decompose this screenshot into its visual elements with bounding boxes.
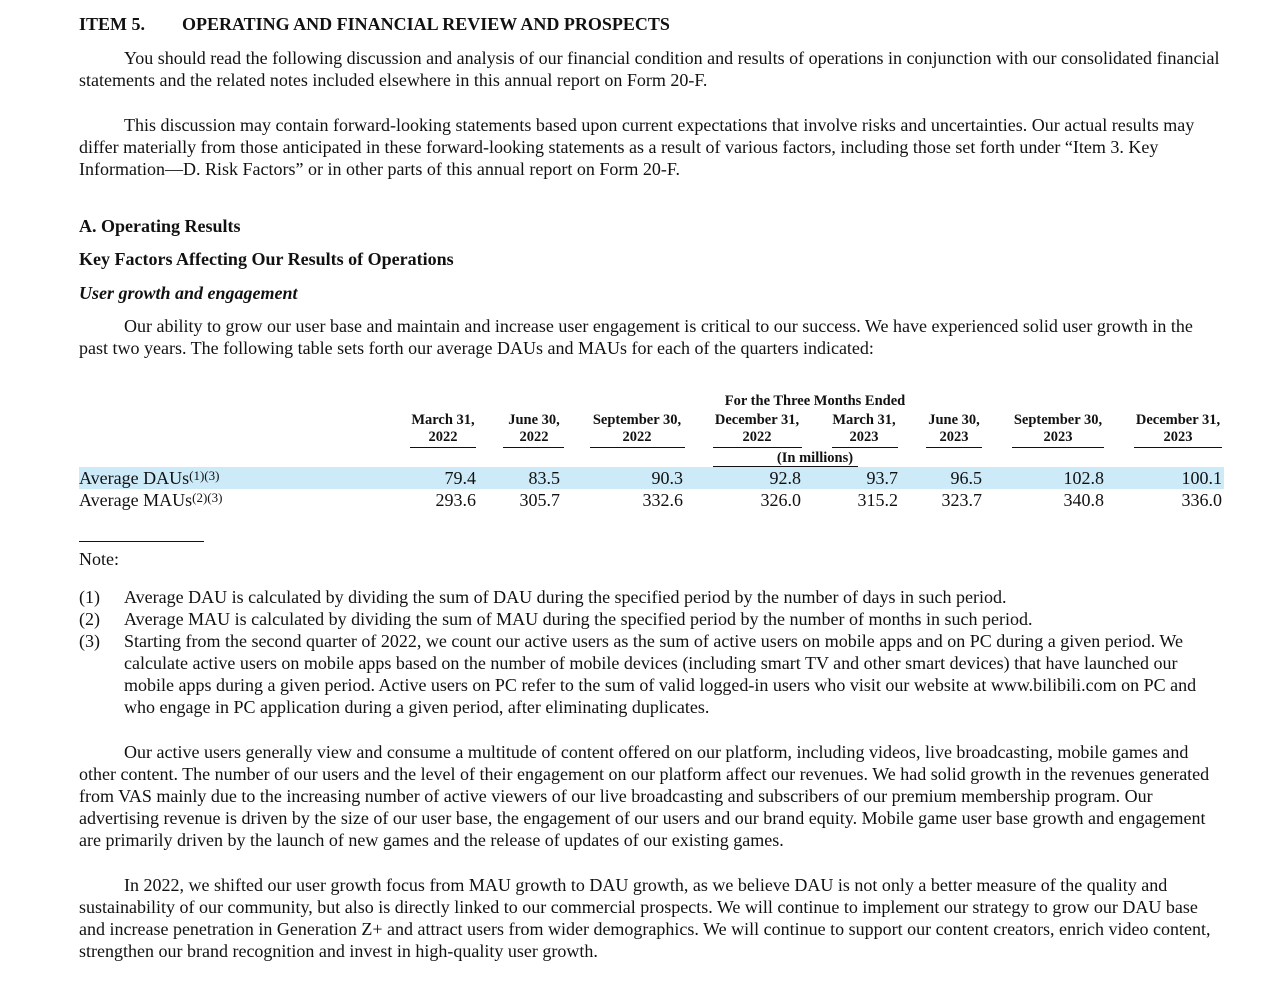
column-header: March 31, 2022 xyxy=(411,412,475,445)
note-text: Starting from the second quarter of 2022, we count our active users as the sum of active users on mobile apps and on PC during a given period. We calculate active users on mobile apps based on the number of mobile devices (including smart TV and other smart devices) that have launched our mobile apps during a given period. Active users on PC refer to the sum of valid logged-in users who visit our website at www.bilibili.com on PC and who engage in PC application during a given period, after eliminating duplicates. xyxy=(124,631,1197,717)
table-cell: 92.8 xyxy=(769,468,801,488)
row-label-dau: Average DAUs$^{(1)(3)}$ xyxy=(79,468,220,488)
table-unit-label: (In millions) xyxy=(776,450,854,466)
body-paragraph: In 2022, we shifted our user growth focus from MAU growth to DAU growth, as we believe DAU is not only a better measure of the quality and sustainability of our community, but also is directly linked to our commercial prospects. We will continue to implement our strategy to grow our DAU base and increase penetration in Generation Z+ and attract users from wider demographics. We will continue to support our content creators, enrich video content, strengthen our brand recognition and invest in high-quality user growth. xyxy=(79,875,1211,961)
subsection-heading: Key Factors Affecting Our Results of Operations xyxy=(79,249,454,269)
column-header: September 30, 2022 xyxy=(592,412,682,445)
header-underline xyxy=(410,447,476,448)
table-cell: 323.7 xyxy=(941,490,982,510)
item-number: ITEM 5. xyxy=(79,14,146,34)
header-underline xyxy=(1012,447,1104,448)
item-title: OPERATING AND FINANCIAL REVIEW AND PROSPECTS xyxy=(182,14,670,34)
note-divider xyxy=(79,541,204,542)
header-underline xyxy=(713,447,802,448)
table-cell: 326.0 xyxy=(760,490,801,510)
table-cell: 83.5 xyxy=(528,468,560,488)
intro-paragraph: This discussion may contain forward-looking statements based upon current expectations that involve risks and uncertainties. Our actual results may differ materially from those anticipated in these forward-looking statements as a result of various factors, including those set forth under “Item 3. Key Information—D. Risk Factors” or in other parts of this annual report on Form 20-F. xyxy=(79,115,1195,179)
table-cell: 79.4 xyxy=(444,468,476,488)
header-underline xyxy=(590,447,685,448)
note-number: (3) xyxy=(79,631,100,651)
intro-paragraph: You should read the following discussion and analysis of our financial condition and results of operations in conjunction with our consolidated financial statements and the related notes included elsewhere in this annual report on Form 20-F. xyxy=(79,48,1220,90)
column-header: September 30, 2023 xyxy=(1013,412,1103,445)
header-underline xyxy=(926,447,982,448)
note-label: Note: xyxy=(79,549,119,569)
item-heading xyxy=(79,13,1224,35)
header-underline xyxy=(1134,447,1222,448)
table-cell: 336.0 xyxy=(1181,490,1222,510)
section-heading: A. Operating Results xyxy=(79,216,241,236)
table-cell: 293.6 xyxy=(435,490,476,510)
column-header: December 31, 2022 xyxy=(714,412,800,445)
row-label-mau: Average MAUs$^{(2)(3)}$ xyxy=(79,490,223,510)
note-number: (1) xyxy=(79,587,100,607)
note-text: Average DAU is calculated by dividing the sum of DAU during the specified period by the number of days in such period. xyxy=(124,587,1007,607)
note-text: Average MAU is calculated by dividing the sum of MAU during the specified period by the number of months in such period. xyxy=(124,609,1033,629)
column-header: June 30, 2022 xyxy=(508,412,560,445)
table-cell: 93.7 xyxy=(866,468,898,488)
table-cell: 90.3 xyxy=(651,468,683,488)
note-number: (2) xyxy=(79,609,100,629)
body-paragraph: Our active users generally view and consume a multitude of content offered on our platform, including videos, live broadcasting, mobile games and other content. The number of our users and the level of their engagement on our platform affect our revenues. We had solid growth in the revenues generated from VAS mainly due to the increasing number of active viewers of our live broadcasting and subscribers of our premium membership program. Our advertising revenue is driven by the size of our user base, the engagement of our users and our brand equity. Mobile game user base growth and engagement are primarily driven by the launch of new games and the release of updates of our existing games. xyxy=(79,742,1210,850)
table-group-header: For the Three Months Ended xyxy=(724,393,906,409)
column-header: June 30, 2023 xyxy=(928,412,980,445)
lead-paragraph: Our ability to grow our user base and maintain and increase user engagement is critical to our success. We have experienced solid user growth in the past two years. The following table sets forth our average DAUs and MAUs for each of the quarters indicated: xyxy=(79,316,1193,358)
table-cell: 100.1 xyxy=(1181,468,1222,488)
topic-heading: User growth and engagement xyxy=(79,283,298,303)
header-underline xyxy=(832,447,898,448)
table-cell: 315.2 xyxy=(857,490,898,510)
column-header: December 31, 2023 xyxy=(1135,412,1221,445)
table-cell: 102.8 xyxy=(1063,468,1104,488)
table-cell: 305.7 xyxy=(519,490,560,510)
column-header: March 31, 2023 xyxy=(832,412,896,445)
table-cell: 332.6 xyxy=(642,490,683,510)
header-underline xyxy=(503,447,564,448)
table-cell: 340.8 xyxy=(1063,490,1104,510)
table-cell: 96.5 xyxy=(950,468,982,488)
